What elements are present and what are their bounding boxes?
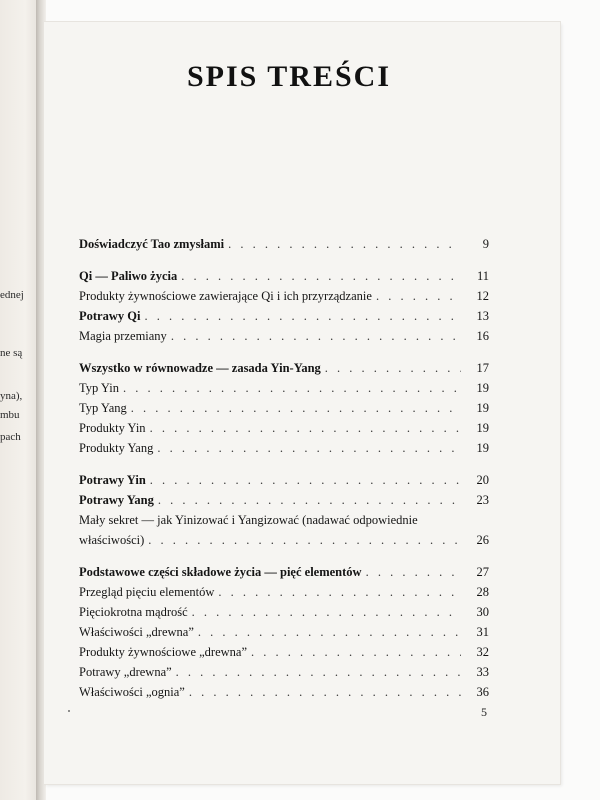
toc-entry (79, 326, 489, 346)
toc-entry (79, 286, 489, 306)
toc-entry-title: Mały sekret — jak Yinizować i Yangizować (nadawać odpowiednie (79, 513, 418, 527)
dot-leader (198, 622, 461, 642)
toc-page-number: 12 (476, 289, 489, 303)
toc-page-number: 32 (476, 645, 489, 659)
dot-leader (228, 234, 461, 254)
dot-leader (176, 662, 461, 682)
toc-page-number: 26 (476, 533, 489, 547)
toc-page-number: 13 (476, 309, 489, 323)
dot-leader (181, 266, 461, 286)
dot-leader (123, 378, 461, 398)
toc-entry (79, 234, 489, 254)
dot-leader (218, 582, 461, 602)
toc-entry-title: Produkty Yang (79, 441, 154, 455)
page-title: SPIS TREŚCI (186, 60, 392, 93)
left-page-fragment: mbu (0, 409, 20, 421)
toc-entry (79, 682, 489, 702)
toc-page-number: 30 (476, 605, 489, 619)
toc-entry-title: Produkty żywnościowe „drewna” (79, 645, 248, 659)
toc-entry-title: Wszystko w równowadze — zasada Yin-Yang (79, 361, 321, 375)
toc-entry (79, 438, 489, 458)
page-number: 5 (481, 705, 487, 719)
toc-entry-title: Typ Yin (79, 381, 119, 395)
toc-entry-title: Magia przemiany (79, 329, 167, 343)
dot-leader (251, 642, 461, 662)
toc-section (79, 562, 489, 702)
dot-leader (144, 306, 461, 326)
toc-entry-title: Pięciokrotna mądrość (79, 605, 188, 619)
toc-section (79, 358, 489, 458)
toc-entry (79, 266, 489, 286)
toc-page-number: 11 (476, 269, 489, 283)
toc-entry-line (79, 510, 489, 530)
toc-entry-title: Przegląd pięciu elementów (79, 585, 215, 599)
toc-page-number: 31 (476, 625, 489, 639)
toc-entry (79, 398, 489, 418)
left-page-fragment: ne są (0, 347, 23, 359)
toc-entry (79, 306, 489, 326)
toc-entry (79, 622, 489, 642)
toc-page-number: 28 (476, 585, 489, 599)
dot-leader (131, 398, 461, 418)
toc-page-number: 9 (482, 237, 489, 251)
toc-entry (79, 582, 489, 602)
toc-entry-line (79, 530, 489, 550)
toc-entry-title: Podstawowe części składowe życia — pięć elementów (79, 565, 362, 579)
table-of-contents (79, 234, 489, 714)
dot-leader (192, 602, 461, 622)
toc-entry (79, 642, 489, 662)
toc-section (79, 470, 489, 550)
toc-entry-title: Doświadczyć Tao zmysłami (79, 237, 225, 251)
toc-entry-title: Potrawy „drewna” (79, 665, 172, 679)
toc-page-number: 19 (476, 421, 489, 435)
toc-entry (79, 470, 489, 490)
toc-page-number: 23 (476, 493, 489, 507)
left-page-fragment: yna), (0, 390, 23, 402)
toc-page-number: 19 (476, 381, 489, 395)
dot-leader (157, 438, 461, 458)
toc-entry (79, 562, 489, 582)
book-page (44, 22, 560, 784)
dot-leader (366, 562, 461, 582)
toc-page-number: 27 (476, 565, 489, 579)
toc-page-number: 16 (476, 329, 489, 343)
toc-entry-title: Właściwości „drewna” (79, 625, 194, 639)
toc-entry (79, 418, 489, 438)
toc-entry (79, 490, 489, 510)
toc-entry-title: Produkty Yin (79, 421, 146, 435)
toc-page-number: 17 (476, 361, 489, 375)
left-page-fragment: pach (0, 431, 21, 443)
dot-leader (150, 470, 461, 490)
left-page-edge (0, 0, 36, 800)
dot-leader (171, 326, 461, 346)
toc-entry-multiline (79, 510, 489, 550)
toc-entry (79, 358, 489, 378)
toc-section (79, 234, 489, 254)
toc-entry-title-continued: właściwości) (79, 533, 145, 547)
toc-section (79, 266, 489, 346)
toc-entry-title: Produkty żywnościowe zawierające Qi i ich przyrządzanie (79, 289, 372, 303)
toc-entry (79, 662, 489, 682)
toc-entry (79, 378, 489, 398)
toc-entry (79, 602, 489, 622)
dot-leader (189, 682, 461, 702)
dot-leader (376, 286, 461, 306)
dot-leader (325, 358, 461, 378)
toc-page-number: 36 (476, 685, 489, 699)
dot-leader (158, 490, 461, 510)
toc-entry-title: Typ Yang (79, 401, 127, 415)
toc-entry-title: Qi — Paliwo życia (79, 269, 178, 283)
paper-speck (68, 710, 70, 712)
toc-entry-title: Potrawy Qi (79, 309, 141, 323)
toc-page-number: 33 (476, 665, 489, 679)
left-page-fragment: ednej (0, 289, 24, 301)
dot-leader (150, 418, 461, 438)
toc-page-number: 19 (476, 401, 489, 415)
dot-leader (148, 530, 461, 550)
toc-entry-title: Właściwości „ognia” (79, 685, 185, 699)
toc-page-number: 20 (476, 473, 489, 487)
toc-entry-title: Potrawy Yin (79, 473, 146, 487)
toc-page-number: 19 (476, 441, 489, 455)
toc-entry-title: Potrawy Yang (79, 493, 154, 507)
